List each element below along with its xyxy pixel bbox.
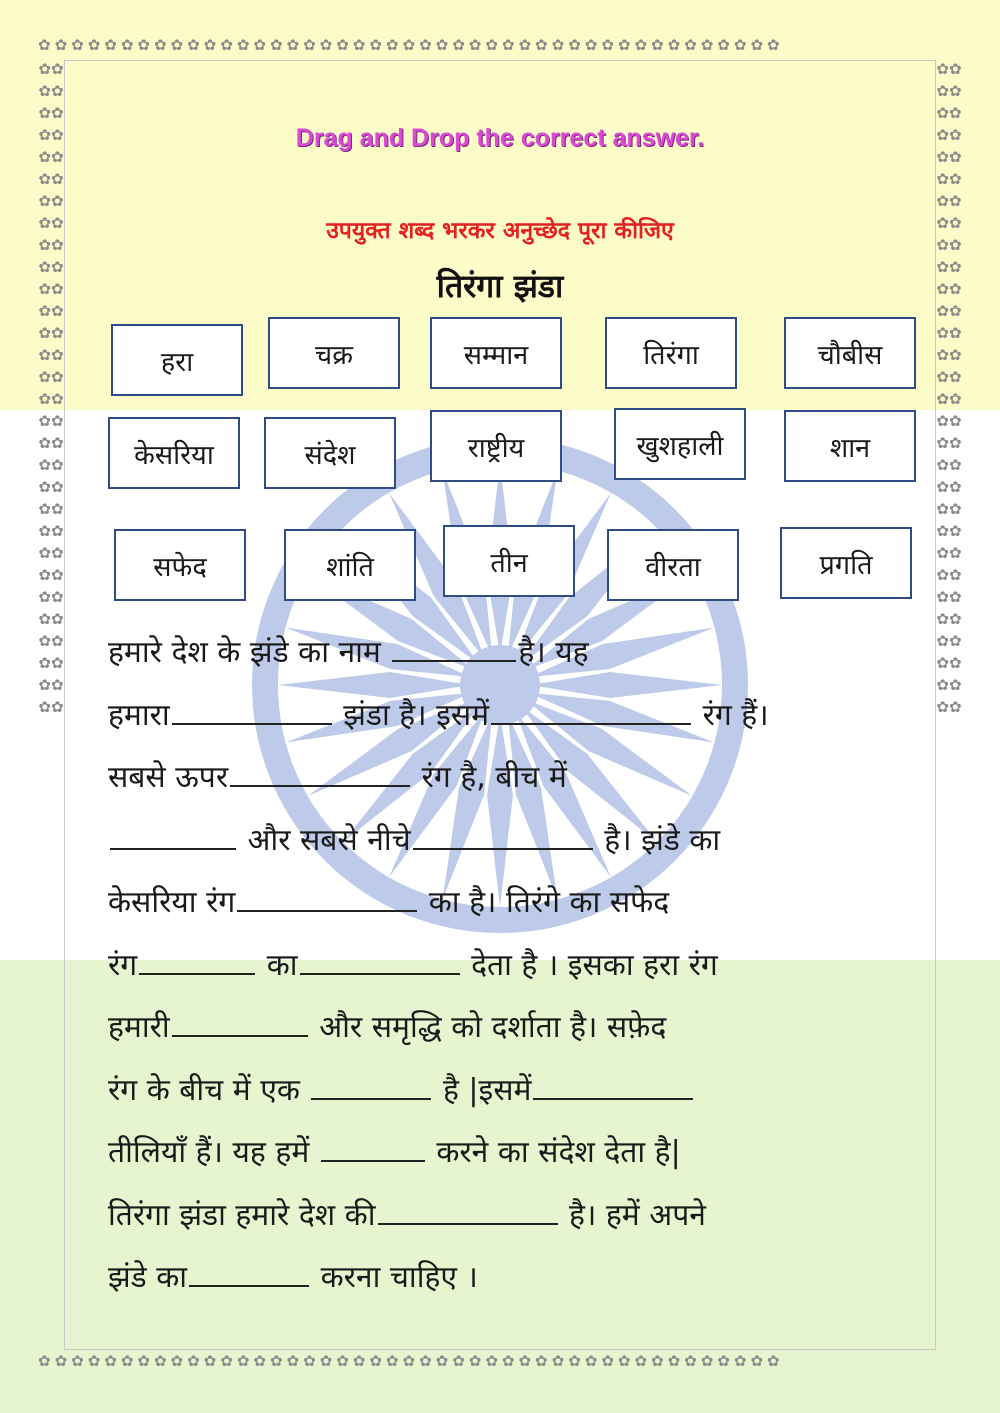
word-tile[interactable]: केसरिया: [108, 417, 240, 489]
decorative-border-right: ✿✿✿✿✿✿✿✿✿✿✿✿✿✿✿✿✿✿✿✿✿✿✿✿✿✿✿✿✿✿✿✿✿✿✿✿✿✿✿✿✿✿✿✿✿✿✿✿✿✿✿✿✿✿✿✿✿✿✿✿: [936, 60, 962, 716]
word-tile[interactable]: खुशहाली: [614, 408, 746, 480]
word-tile[interactable]: सम्मान: [430, 317, 562, 389]
passage-text: करना चाहिए ।: [311, 1260, 478, 1295]
passage-text: रंग है, बीच में: [412, 760, 567, 795]
answer-blank-12[interactable]: [533, 1068, 693, 1100]
passage-text: और सबसे नीचे: [238, 822, 411, 858]
word-tile[interactable]: हरा: [111, 324, 243, 396]
passage-line: [108, 685, 898, 748]
word-tile[interactable]: सफेद: [114, 529, 246, 601]
decorative-border-left: ✿✿✿✿✿✿✿✿✿✿✿✿✿✿✿✿✿✿✿✿✿✿✿✿✿✿✿✿✿✿✿✿✿✿✿✿✿✿✿✿✿✿✿✿✿✿✿✿✿✿✿✿✿✿✿✿✿✿✿✿: [38, 60, 64, 716]
decorative-border-bottom: ✿✿✿✿✿✿✿✿✿✿✿✿✿✿✿✿✿✿✿✿✿✿✿✿✿✿✿✿✿✿✿✿✿✿✿✿✿✿✿✿✿✿✿✿✿: [38, 1352, 784, 1370]
passage-text: देता है । इसका हरा रंग: [461, 947, 718, 983]
page-title: तिरंगा झंडा: [436, 267, 564, 305]
instruction-text: Drag and Drop the correct answer.: [295, 124, 705, 152]
answer-blank-1[interactable]: [392, 630, 516, 662]
passage-line: [108, 997, 898, 1060]
word-tile[interactable]: राष्ट्रीय: [430, 410, 562, 482]
word-tile[interactable]: तीन: [443, 525, 575, 597]
passage-line: [108, 622, 898, 685]
fill-in-passage: [108, 622, 898, 1310]
answer-blank-15[interactable]: [189, 1255, 309, 1287]
passage-text: तीलियाँ हैं। यह हमें: [108, 1135, 319, 1170]
word-tile[interactable]: संदेश: [264, 417, 396, 489]
answer-blank-9[interactable]: [300, 943, 460, 975]
passage-text: झंडा है। इसमें: [333, 697, 490, 733]
word-tile[interactable]: वीरता: [607, 529, 739, 601]
answer-blank-11[interactable]: [311, 1068, 431, 1100]
passage-text: रंग: [108, 947, 138, 983]
passage-text: हमारी: [108, 1010, 170, 1045]
answer-blank-14[interactable]: [378, 1193, 558, 1225]
word-tile[interactable]: शान: [784, 410, 916, 482]
answer-blank-4[interactable]: [230, 755, 410, 787]
passage-line: [108, 1122, 898, 1185]
passage-line: [108, 747, 898, 810]
passage-text: रंग के बीच में एक: [108, 1072, 310, 1108]
passage-text: का है। तिरंगे का सफेद: [419, 885, 670, 920]
passage-line: [108, 1060, 898, 1123]
passage-text: तिरंगा झंडा हमारे देश की: [108, 1197, 376, 1233]
answer-blank-3[interactable]: [491, 693, 691, 725]
passage-text: झंडे का: [108, 1260, 188, 1295]
answer-blank-8[interactable]: [139, 943, 255, 975]
passage-text: करने का संदेश देता है|: [426, 1135, 681, 1170]
passage-text: है |इसमें: [433, 1072, 532, 1108]
decorative-border-top: ✿✿✿✿✿✿✿✿✿✿✿✿✿✿✿✿✿✿✿✿✿✿✿✿✿✿✿✿✿✿✿✿✿✿✿✿✿✿✿✿✿✿✿✿✿: [38, 36, 784, 54]
passage-text: है। झंडे का: [594, 822, 721, 858]
passage-text: केसरिया रंग: [108, 885, 236, 920]
passage-line: [108, 1247, 898, 1310]
worksheet-subtitle: उपयुक्त शब्द भरकर अनुच्छेद पूरा कीजिए: [326, 218, 674, 244]
answer-blank-7[interactable]: [237, 880, 417, 912]
answer-blank-5[interactable]: [110, 818, 236, 850]
passage-text: रंग हैं।: [693, 697, 769, 733]
word-tile[interactable]: तिरंगा: [605, 317, 737, 389]
word-tile[interactable]: चौबीस: [784, 317, 916, 389]
word-tile[interactable]: प्रगति: [780, 527, 912, 599]
passage-text: है। हमें अपने: [559, 1197, 706, 1233]
passage-text: है। यह: [518, 635, 589, 670]
passage-line: [108, 1185, 898, 1248]
answer-blank-13[interactable]: [321, 1130, 425, 1162]
answer-blank-2[interactable]: [172, 693, 332, 725]
passage-line: [108, 872, 898, 935]
passage-text: सबसे ऊपर: [108, 760, 229, 795]
word-tile[interactable]: शांति: [284, 529, 416, 601]
passage-line: [108, 935, 898, 998]
passage-text: और समृद्धि को दर्शाता है। सफ़ेद: [309, 1010, 667, 1045]
passage-text: का: [257, 947, 298, 983]
answer-blank-10[interactable]: [172, 1005, 308, 1037]
passage-line: [108, 810, 898, 873]
answer-blank-6[interactable]: [413, 818, 593, 850]
passage-text: हमारा: [108, 697, 170, 733]
word-tile[interactable]: चक्र: [268, 317, 400, 389]
passage-text: हमारे देश के झंडे का नाम: [108, 635, 391, 670]
